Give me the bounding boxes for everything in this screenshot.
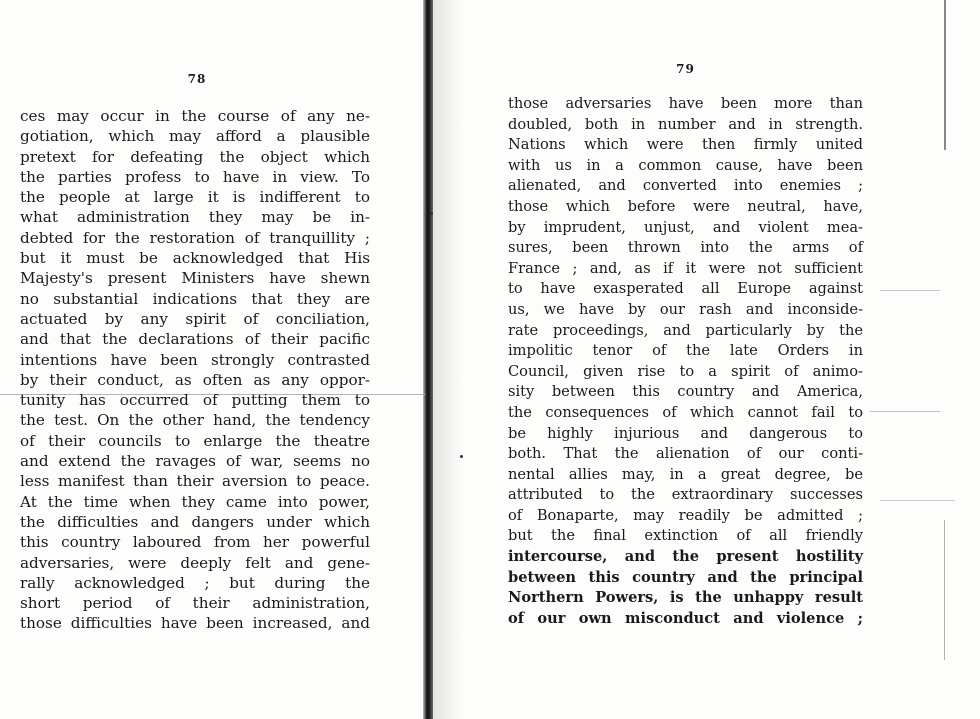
scan-speck xyxy=(430,212,433,215)
text-line: Northern Powers, is the unhappy result xyxy=(508,589,863,607)
text-line: At the time when they came into power, xyxy=(20,492,370,511)
text-line: actuated by any spirit of conciliation, xyxy=(20,309,370,328)
scan-artifact-line xyxy=(870,411,940,412)
scan-artifact-line xyxy=(880,500,955,501)
text-line: the people at large it is indifferent to xyxy=(20,188,370,207)
text-line: be highly injurious and dangerous to xyxy=(508,424,863,442)
text-line: with us in a common cause, have been xyxy=(508,156,863,174)
text-line: of Bonaparte, may readily be admitted ; xyxy=(508,506,863,524)
text-line: intercourse, and the present hostility xyxy=(508,548,863,566)
text-line: Nations which were then firmly united xyxy=(508,136,863,154)
text-line: what administration they may be in- xyxy=(20,208,370,227)
page-edge-mark xyxy=(944,520,945,660)
text-line: alienated, and converted into enemies ; xyxy=(508,177,863,195)
text-line: but the final extinction of all friendly xyxy=(508,527,863,545)
text-line: less manifest than their aversion to peace. xyxy=(20,472,370,491)
text-line: tunity has occurred of putting them to xyxy=(20,391,370,410)
text-line: the test. On the other hand, the tendency xyxy=(20,411,370,430)
text-line: this country laboured from her powerful xyxy=(20,533,370,552)
page-number-left: 78 xyxy=(187,72,207,86)
left-page-text xyxy=(20,106,370,634)
text-line: and that the declarations of their pacific xyxy=(20,330,370,349)
text-line: adversaries, were deeply felt and gene- xyxy=(20,553,370,572)
text-line: of our own misconduct and violence ; xyxy=(508,609,863,627)
scan-speck xyxy=(460,455,463,458)
text-line: France ; and, as if it were not sufficient xyxy=(508,259,863,277)
text-line: rate proceedings, and particularly by the xyxy=(508,321,863,339)
text-line: nental allies may, in a great degree, be xyxy=(508,465,863,483)
left-page xyxy=(20,64,370,634)
text-line: Council, given rise to a spirit of animo- xyxy=(508,362,863,380)
text-line: debted for the restoration of tranquillity ; xyxy=(20,228,370,247)
text-line: and extend the ravages of war, seems no xyxy=(20,452,370,471)
text-line: those adversaries have been more than xyxy=(508,95,863,112)
text-line: between this country and the principal xyxy=(508,568,863,586)
text-line: intentions have been strongly contrasted xyxy=(20,350,370,369)
text-line: no substantial indications that they are xyxy=(20,289,370,308)
text-line: by imprudent, unjust, and violent mea- xyxy=(508,218,863,236)
text-line: to have exasperated all Europe against xyxy=(508,280,863,298)
text-line: attributed to the extraordinary successes xyxy=(508,486,863,504)
text-line: gotiation, which may afford a plausible xyxy=(20,127,370,146)
text-line: us, we have by our rash and inconside- xyxy=(508,300,863,318)
text-line: but it must be acknowledged that His xyxy=(20,249,370,268)
text-line: the difficulties and dangers under which xyxy=(20,512,370,531)
text-line: by their conduct, as often as any oppor- xyxy=(20,370,370,389)
binding-gutter xyxy=(423,0,433,719)
text-line: ces may occur in the course of any ne- xyxy=(20,107,370,125)
scan-artifact-line xyxy=(880,290,940,291)
text-line: pretext for defeating the object which xyxy=(20,147,370,166)
text-line: those which before were neutral, have, xyxy=(508,197,863,215)
text-line: doubled, both in number and in strength. xyxy=(508,115,863,133)
text-line: the consequences of which cannot fail to xyxy=(508,403,863,421)
page-number-right: 79 xyxy=(676,62,695,76)
text-line: of their councils to enlarge the theatre xyxy=(20,431,370,450)
text-line: Majesty's present Ministers have shewn xyxy=(20,269,370,288)
right-page-text xyxy=(508,94,863,629)
text-line: both. That the alienation of our conti- xyxy=(508,445,863,463)
page-edge-mark xyxy=(944,0,946,150)
gutter-shadow xyxy=(433,0,463,719)
right-page xyxy=(508,58,863,629)
text-line: those difficulties have been increased, and xyxy=(20,614,370,633)
text-line: sures, been thrown into the arms of xyxy=(508,239,863,257)
text-line: sity between this country and America, xyxy=(508,383,863,401)
text-line: short period of their administration, xyxy=(20,594,370,613)
text-line: impolitic tenor of the late Orders in xyxy=(508,342,863,360)
text-line: the parties profess to have in view. To xyxy=(20,167,370,186)
text-line: rally acknowledged ; but during the xyxy=(20,573,370,592)
